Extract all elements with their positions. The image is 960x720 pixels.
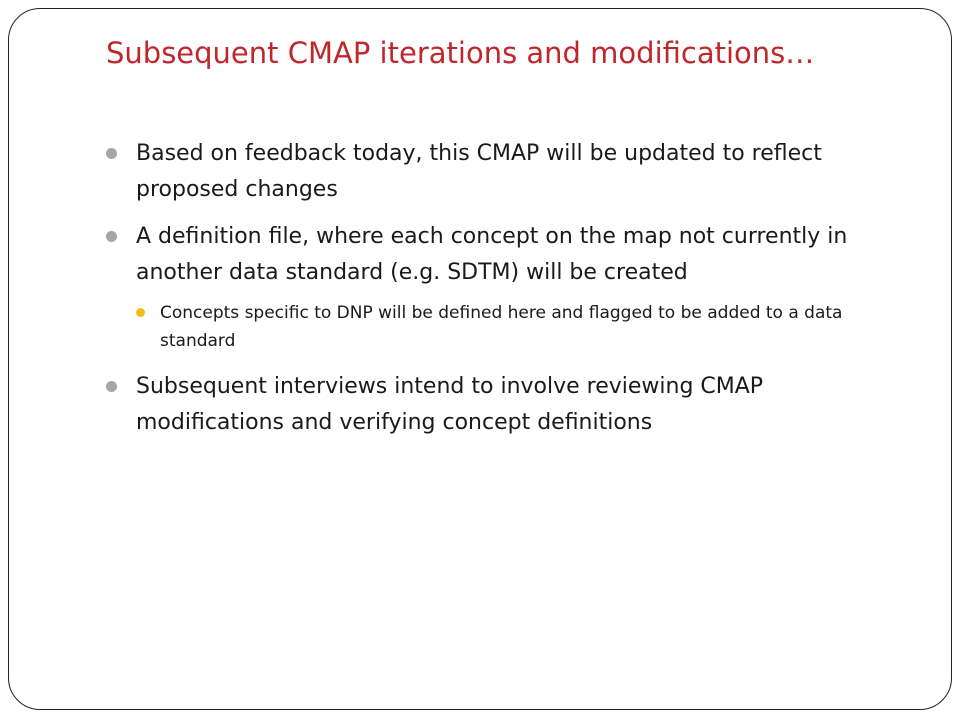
bullet-marker-icon: [106, 231, 117, 242]
slide-title: Subsequent CMAP iterations and modifications…: [106, 36, 815, 70]
bullet-text: Subsequent interviews intend to involve reviewing CMAP modifications and verifying concept definitions: [136, 374, 764, 435]
sub-bullet-list: [136, 299, 864, 355]
bullet-item: [104, 369, 864, 441]
bullet-marker-icon: [106, 148, 117, 159]
bullet-text: Based on feedback today, this CMAP will be updated to reflect proposed changes: [136, 141, 822, 202]
bullet-marker-icon: [106, 381, 117, 392]
bullet-list: [104, 136, 864, 452]
bullet-item: [104, 219, 864, 355]
sub-bullet-marker-icon: [136, 308, 145, 317]
sub-bullet-item: [136, 299, 864, 355]
sub-bullet-text: Concepts specific to DNP will be defined here and flagged to be added to a data standard: [160, 303, 843, 351]
bullet-text: A definition file, where each concept on the map not currently in another data standard (e.g. SDTM) will be created: [136, 224, 848, 285]
bullet-item: [104, 136, 864, 208]
